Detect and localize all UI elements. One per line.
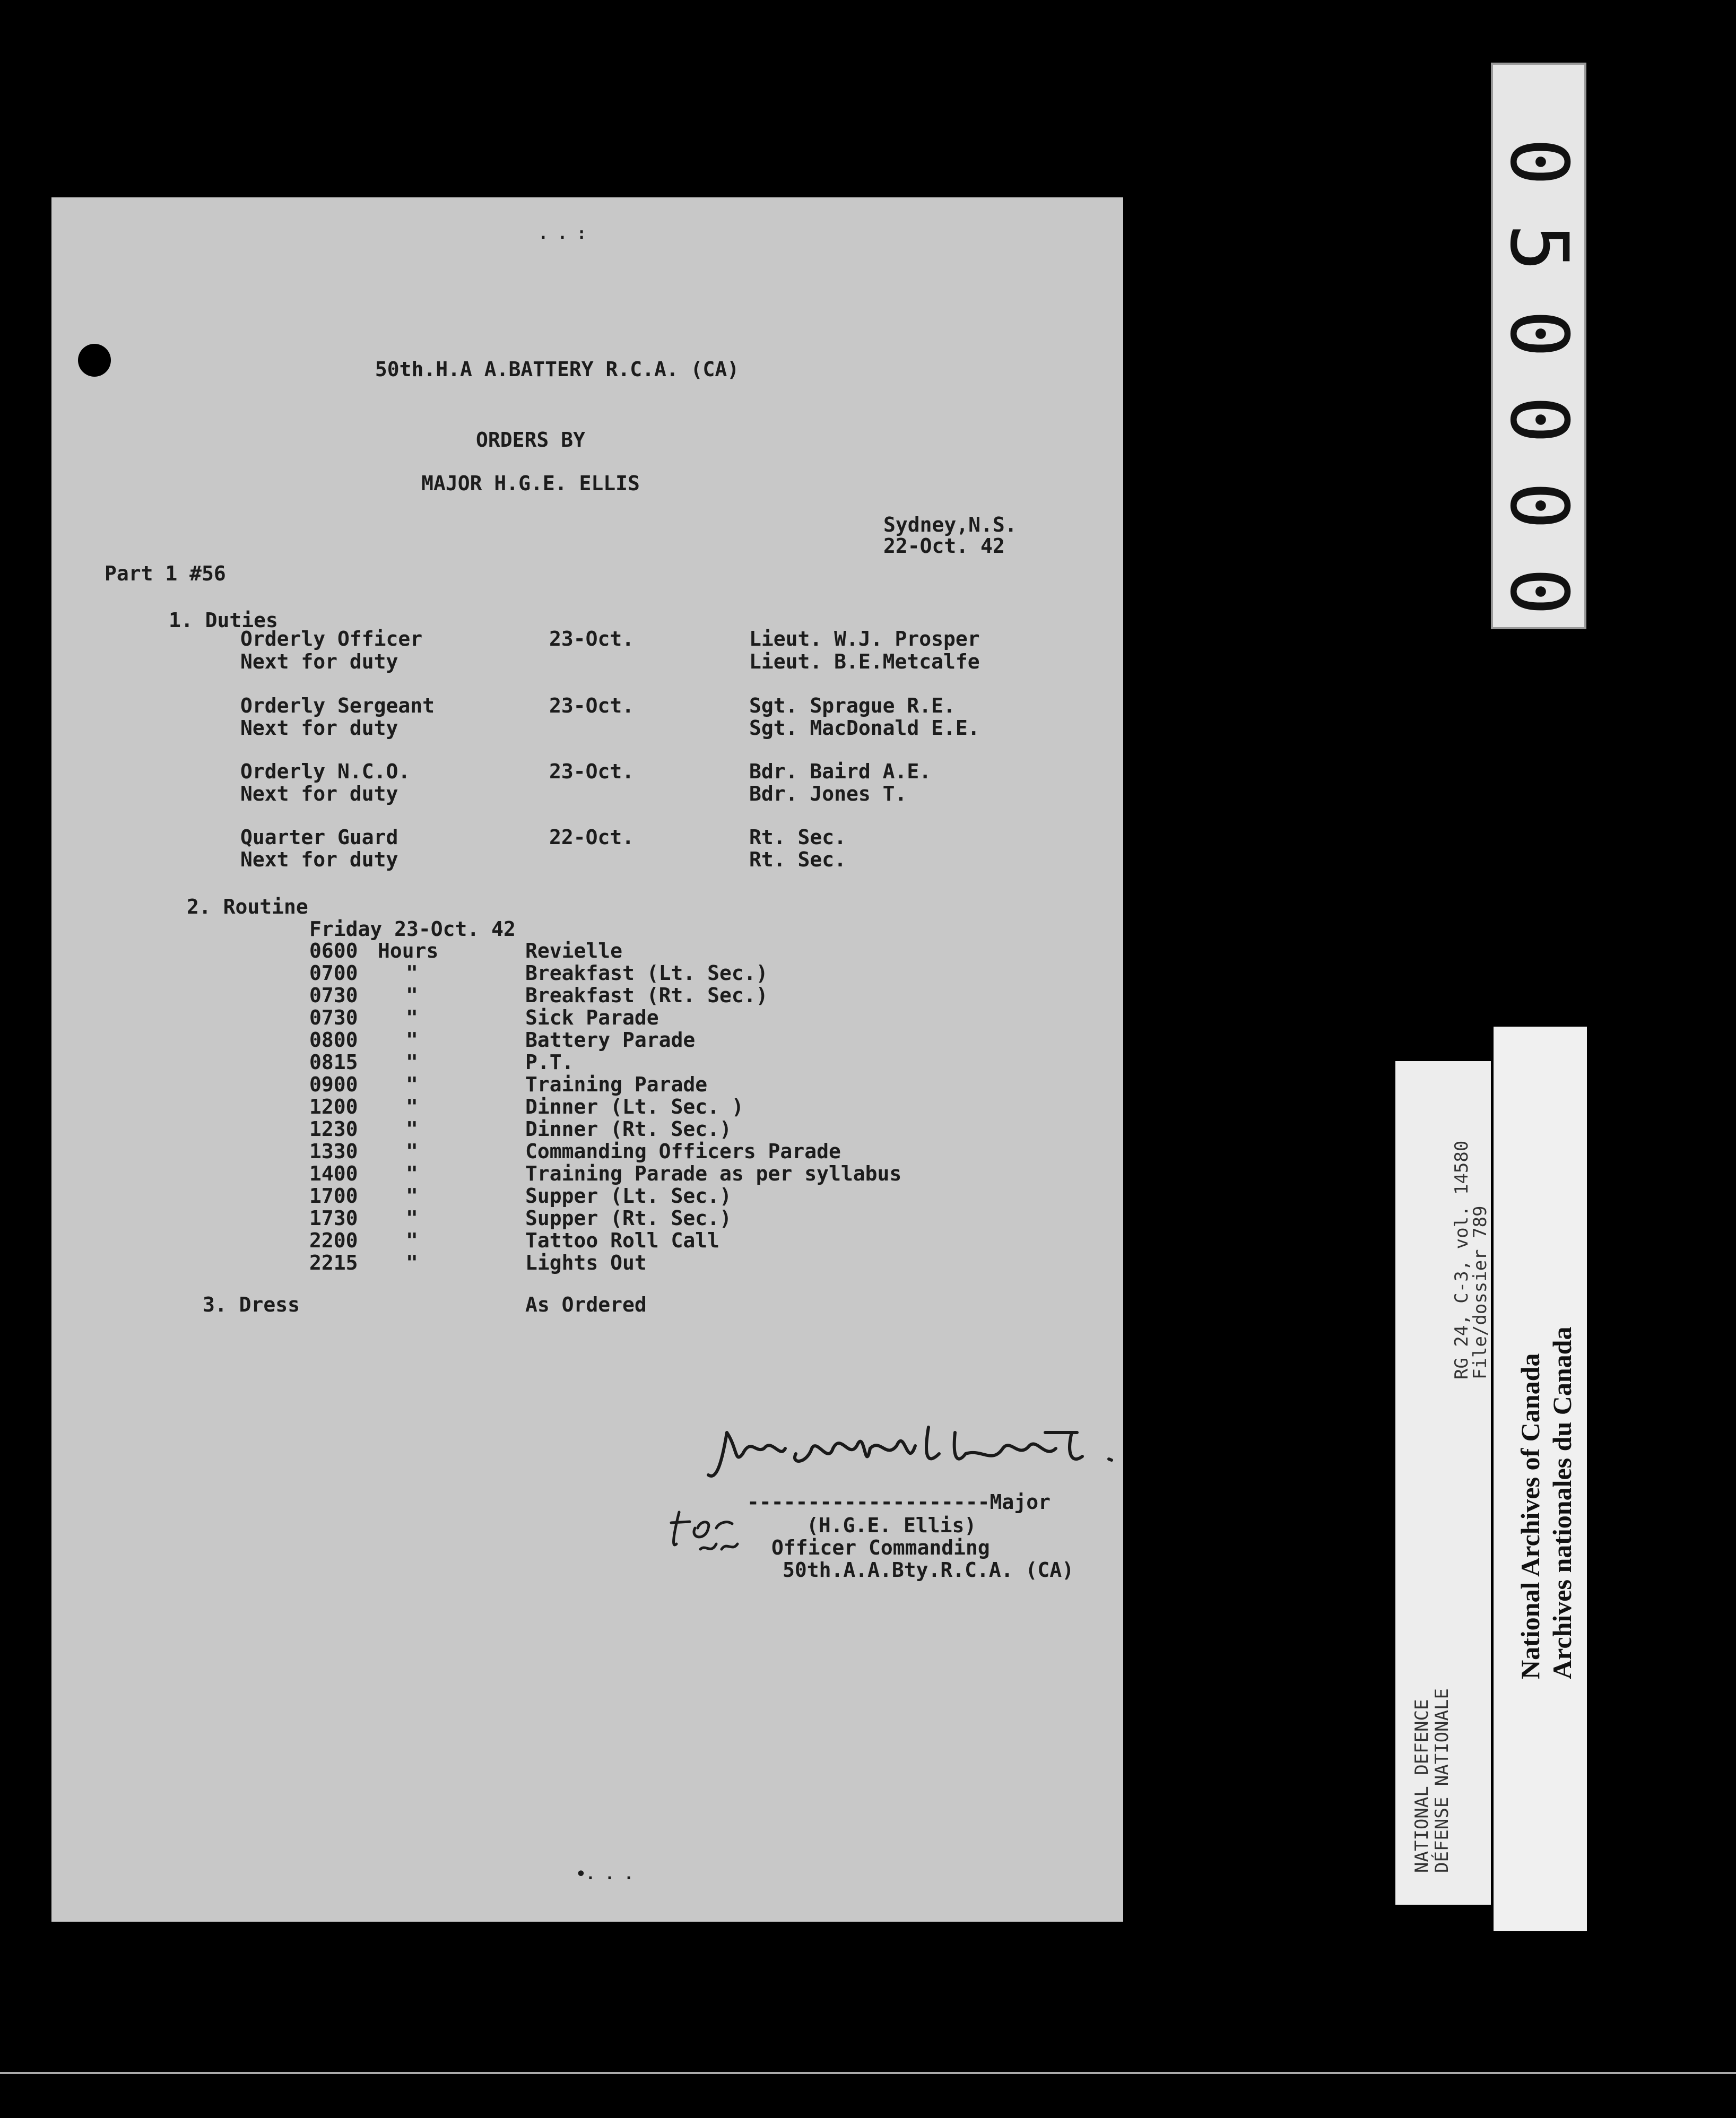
routine-activity: Battery Parade	[525, 1028, 696, 1052]
duty-date: 23-Oct.	[549, 694, 635, 717]
routine-time: 0900	[309, 1073, 358, 1096]
duty-role: Next for duty	[240, 716, 398, 740]
routine-unit: "	[406, 961, 418, 985]
archives-name-en: National Archives of Canada	[1515, 1353, 1545, 1679]
location: Sydney,N.S.	[883, 513, 1017, 536]
archives-name-fr: Archives nationales du Canada	[1547, 1326, 1577, 1679]
routine-activity: P.T.	[525, 1051, 574, 1074]
duty-role: Orderly N.C.O.	[240, 760, 411, 783]
duty-person: Bdr. Jones T.	[749, 782, 907, 805]
signatory-unit: 50th.A.A.Bty.R.C.A. (CA)	[783, 1558, 1074, 1582]
bottom-mark: •. . .	[576, 1865, 634, 1883]
routine-activity: Tattoo Roll Call	[525, 1229, 720, 1252]
routine-unit: "	[406, 1206, 418, 1230]
routine-time: 1200	[309, 1095, 358, 1118]
date: 22-Oct. 42	[883, 534, 1005, 558]
routine-unit: "	[406, 1140, 418, 1163]
bottom-rule	[0, 2072, 1736, 2074]
frame-digit: 0	[1492, 567, 1585, 616]
routine-time: 1400	[309, 1162, 358, 1185]
duty-person: Sgt. Sprague R.E.	[749, 694, 956, 717]
frame-digit: 5	[1492, 223, 1585, 272]
routine-activity: Training Parade	[525, 1073, 708, 1096]
duty-person: Rt. Sec.	[749, 848, 847, 871]
duty-person: Bdr. Baird A.E.	[749, 760, 932, 783]
part-number: Part 1 #56	[105, 562, 226, 585]
section-duties-title: 1. Duties	[169, 609, 278, 632]
duty-role: Next for duty	[240, 782, 398, 805]
routine-day: Friday 23-Oct. 42	[309, 917, 516, 941]
routine-activity: Dinner (Rt. Sec.)	[525, 1117, 732, 1141]
duty-role: Next for duty	[240, 650, 398, 673]
signatory-title: Officer Commanding	[771, 1536, 990, 1559]
routine-unit: "	[406, 984, 418, 1007]
document-page	[51, 197, 1123, 1922]
duty-role: Quarter Guard	[240, 826, 398, 849]
dept-fr: DÉFENSE NATIONALE	[1431, 1688, 1453, 1873]
duty-date: 23-Oct.	[549, 760, 635, 783]
duty-role: Next for duty	[240, 848, 398, 871]
top-mark: . . :	[538, 224, 587, 243]
unit-header: 50th.H.A A.BATTERY R.C.A. (CA)	[375, 358, 740, 381]
routine-time: 0815	[309, 1051, 358, 1074]
archive-reference-strip	[1395, 1061, 1491, 1905]
routine-unit: "	[406, 1006, 418, 1029]
signature-line: --------------------Major	[747, 1490, 1051, 1514]
frame-digit: 0	[1492, 481, 1585, 530]
routine-time: 0800	[309, 1028, 358, 1052]
frame-digit: 0	[1492, 137, 1585, 186]
routine-unit: Hours	[378, 939, 439, 962]
duty-person: Sgt. MacDonald E.E.	[749, 716, 980, 740]
routine-activity: Sick Parade	[525, 1006, 659, 1029]
routine-unit: "	[406, 1117, 418, 1141]
signatory-name: (H.G.E. Ellis)	[806, 1514, 977, 1537]
routine-activity: Training Parade as per syllabus	[525, 1162, 902, 1185]
routine-activity: Lights Out	[525, 1251, 647, 1274]
routine-activity: Breakfast (Rt. Sec.)	[525, 984, 768, 1007]
routine-time: 1330	[309, 1140, 358, 1163]
section-routine-title: 2. Routine	[187, 895, 308, 918]
routine-time: 1700	[309, 1184, 358, 1208]
routine-unit: "	[406, 1229, 418, 1252]
duty-role: Orderly Officer	[240, 627, 423, 650]
routine-unit: "	[406, 1162, 418, 1185]
routine-unit: "	[406, 1251, 418, 1274]
routine-activity: Dinner (Lt. Sec. )	[525, 1095, 744, 1118]
orders-by: ORDERS BY	[476, 428, 585, 452]
routine-time: 2215	[309, 1251, 358, 1274]
handwritten-signature	[706, 1417, 1119, 1491]
routine-activity: Commanding Officers Parade	[525, 1140, 841, 1163]
commander: MAJOR H.G.E. ELLIS	[421, 472, 640, 495]
routine-time: 2200	[309, 1229, 358, 1252]
duty-date: 23-Oct.	[549, 627, 635, 650]
frame-digit: 0	[1492, 309, 1585, 358]
routine-time: 1730	[309, 1206, 358, 1230]
routine-unit: "	[406, 1028, 418, 1052]
frame-counter	[1491, 63, 1586, 629]
archives-canada-strip	[1494, 1027, 1587, 1931]
dress-value: As Ordered	[525, 1293, 647, 1316]
reference-volume: RG 24, C-3, vol. 14580	[1451, 1140, 1472, 1379]
duty-date: 22-Oct.	[549, 826, 635, 849]
routine-activity: Supper (Lt. Sec.)	[525, 1184, 732, 1208]
frame-digit: 0	[1492, 395, 1585, 444]
duty-person: Rt. Sec.	[749, 826, 847, 849]
section-dress-title: 3. Dress	[203, 1293, 300, 1316]
routine-time: 0600	[309, 939, 358, 962]
routine-time: 1230	[309, 1117, 358, 1141]
routine-time: 0730	[309, 984, 358, 1007]
routine-activity: Supper (Rt. Sec.)	[525, 1206, 732, 1230]
routine-activity: Breakfast (Lt. Sec.)	[525, 961, 768, 985]
duty-person: Lieut. B.E.Metcalfe	[749, 650, 980, 673]
dept-en: NATIONAL DEFENCE	[1411, 1699, 1433, 1873]
routine-unit: "	[406, 1051, 418, 1074]
routine-time: 0730	[309, 1006, 358, 1029]
routine-unit: "	[406, 1073, 418, 1096]
reference-file: File/dossier 789	[1470, 1205, 1491, 1379]
routine-time: 0700	[309, 961, 358, 985]
duty-person: Lieut. W.J. Prosper	[749, 627, 980, 650]
routine-unit: "	[406, 1095, 418, 1118]
duty-role: Orderly Sergeant	[240, 694, 435, 717]
punch-hole	[78, 344, 111, 377]
routine-unit: "	[406, 1184, 418, 1208]
routine-activity: Revielle	[525, 939, 623, 962]
